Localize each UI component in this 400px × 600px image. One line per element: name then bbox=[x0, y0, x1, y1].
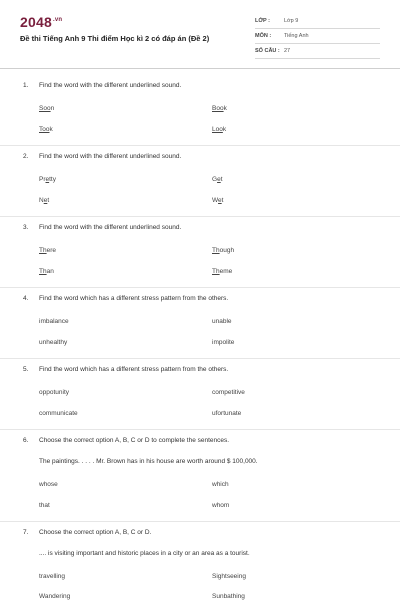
q6-option-c[interactable]: that bbox=[39, 502, 50, 509]
q6-option-a[interactable]: whose bbox=[39, 481, 58, 488]
meta-subject-row bbox=[255, 30, 380, 44]
question-7-sentence: .... is visiting important and historic places in a city or an area as a tourist. bbox=[39, 550, 250, 557]
q1-option-d[interactable]: Look bbox=[212, 126, 227, 133]
meta-count-label: SỐ CÂU : bbox=[255, 48, 280, 54]
question-6-sentence: The paintings. . . . . Mr. Brown has in his house are worth around $ 100,000. bbox=[39, 458, 258, 465]
q2-option-b[interactable]: Get bbox=[212, 176, 223, 183]
question-1: 1. Find the word with the different underlined sound. bbox=[23, 82, 182, 89]
document-title: Đề thi Tiếng Anh 9 Thi điểm Học kì 2 có đáp án (Đề 2) bbox=[20, 34, 210, 43]
meta-count-value: 27 bbox=[284, 48, 291, 54]
q7-option-b[interactable]: Sightseeing bbox=[212, 573, 246, 580]
meta-class-row bbox=[255, 15, 380, 29]
q3-option-d[interactable]: Theme bbox=[212, 268, 233, 275]
meta-class-label: LỚP : bbox=[255, 18, 270, 24]
q1-option-c[interactable]: Took bbox=[39, 126, 53, 133]
question-7: 7. Choose the correct option A, B, C or D. bbox=[23, 529, 152, 536]
q5-option-d[interactable]: ufortunate bbox=[212, 410, 242, 417]
q3-option-b[interactable]: Though bbox=[212, 247, 235, 254]
q4-option-b[interactable]: unable bbox=[212, 318, 232, 325]
question-3: 3. Find the word with the different underlined sound. bbox=[23, 224, 182, 231]
q7-option-a[interactable]: travelling bbox=[39, 573, 66, 580]
question-separator bbox=[0, 521, 400, 522]
q1-option-b[interactable]: Book bbox=[212, 105, 227, 112]
q6-option-d[interactable]: whom bbox=[212, 502, 230, 509]
question-separator bbox=[0, 429, 400, 430]
q7-option-c[interactable]: Wandering bbox=[39, 593, 71, 600]
question-5: 5. Find the word which has a different stress pattern from the others. bbox=[23, 366, 229, 373]
header-divider bbox=[0, 68, 400, 69]
meta-count-row bbox=[255, 45, 380, 59]
q2-option-a[interactable]: Pretty bbox=[39, 176, 56, 183]
q4-option-a[interactable]: imbalance bbox=[39, 318, 69, 325]
q2-option-c[interactable]: Net bbox=[39, 197, 50, 204]
q3-option-a[interactable]: There bbox=[39, 247, 56, 254]
q3-option-c[interactable]: Than bbox=[39, 268, 54, 275]
question-6: 6. Choose the correct option A, B, C or D to complete the sentences. bbox=[23, 437, 230, 444]
q5-option-a[interactable]: oppotunity bbox=[39, 389, 69, 396]
question-separator bbox=[0, 358, 400, 359]
q5-option-c[interactable]: communicate bbox=[39, 410, 78, 417]
q6-option-b[interactable]: which bbox=[212, 481, 229, 488]
q1-option-a[interactable]: Soon bbox=[39, 105, 55, 112]
question-separator bbox=[0, 287, 400, 288]
meta-subject-value: Tiếng Anh bbox=[284, 33, 309, 39]
q2-option-d[interactable]: Wet bbox=[212, 197, 224, 204]
meta-subject-label: MÔN : bbox=[255, 33, 272, 39]
q4-option-c[interactable]: unhealthy bbox=[39, 339, 68, 346]
question-separator bbox=[0, 216, 400, 217]
meta-class-value: Lớp 9 bbox=[284, 18, 299, 24]
question-separator bbox=[0, 145, 400, 146]
question-2: 2. Find the word with the different underlined sound. bbox=[23, 153, 182, 160]
q7-option-d[interactable]: Sunbathing bbox=[212, 593, 245, 600]
q4-option-d[interactable]: impolite bbox=[212, 339, 235, 346]
q5-option-b[interactable]: competitive bbox=[212, 389, 245, 396]
question-4: 4. Find the word which has a different stress pattern from the others. bbox=[23, 295, 229, 302]
site-logo[interactable]: $2048^{.vn}$ bbox=[20, 14, 63, 30]
document-header bbox=[0, 0, 400, 70]
